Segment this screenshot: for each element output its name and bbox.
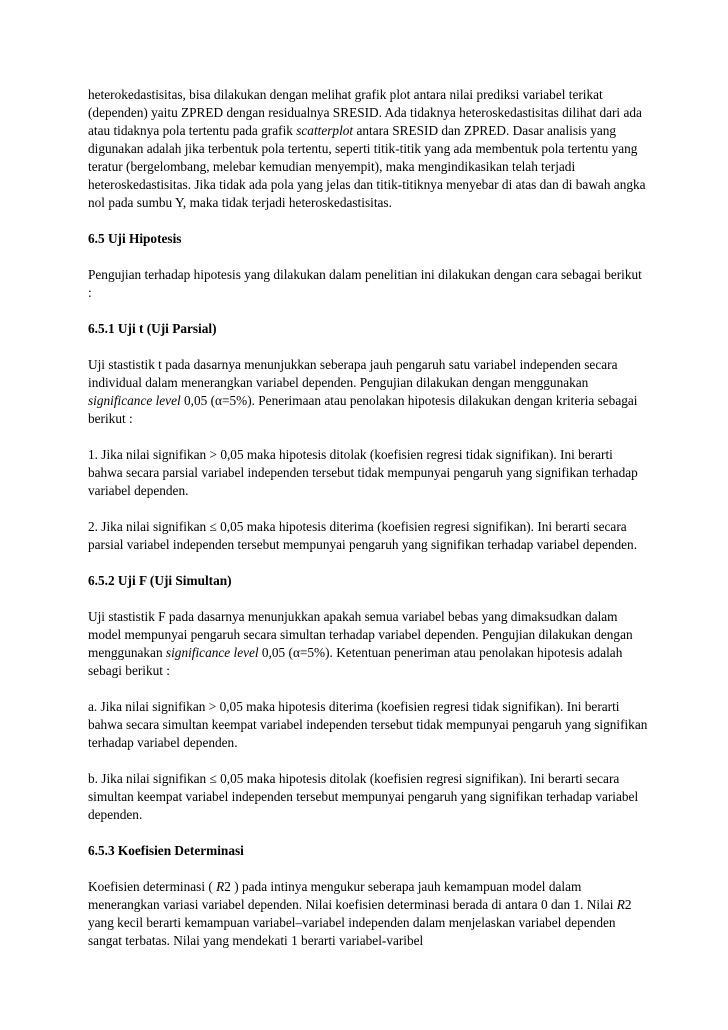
intro-paragraph: heterokedastisitas, bisa dilakukan dengan melihat grafik plot antara nilai prediksi variabel terikat (dependen) yaitu ZPRED dengan residualnya SRESID. Ada tidaknya heteroskedastisitas dilihat dari ada atau tidaknya pola tertentu pada grafik scatterplot antara SRESID dan ZPRED. Dasar analisis yang digunakan adalah jika terbentuk pola tertentu, seperti titik-titik yang ada membentuk pola tertentu yang teratur (bergelombang, melebar kemudian menyempit), maka mengindikasikan telah terjadi heteroskedastisitas. Jika tidak ada pola yang jelas dan titik-titiknya menyebar di atas dan di bawah angka nol pada sumbu Y, maka tidak terjadi heteroskedastisitas.	[88, 87, 646, 210]
section-heading-6-5-2: 6.5.2 Uji F (Uji Simultan)	[88, 573, 232, 588]
section-heading-6-5-3: 6.5.3 Koefisien Determinasi	[88, 843, 244, 858]
criteria-item-a: a. Jika nilai signifikan > 0,05 maka hipotesis diterima (koefisien regresi tidak signifikan). Ini berarti bahwa secara simultan keempat variabel independen tersebut tidak mempunyai pengaruh yang signifikan terhadap variabel dependen.	[88, 699, 648, 750]
criteria-item-b: b. Jika nilai signifikan ≤ 0,05 maka hipotesis ditolak (koefisien regresi signifikan). Ini berarti secara simultan keempat variabel independen tersebut mempunyai pengaruh yang signifikan terhadap variabel dependen.	[88, 771, 639, 822]
section-heading-6-5: 6.5 Uji Hipotesis	[88, 231, 182, 246]
criteria-item-1: 1. Jika nilai signifikan > 0,05 maka hipotesis ditolak (koefisien regresi tidak signifikan). Ini berarti bahwa secara parsial variabel independen tersebut tidak mempunyai pengaruh yang signifikan terhadap variabel dependen.	[88, 447, 638, 498]
criteria-item-2: 2. Jika nilai signifikan ≤ 0,05 maka hipotesis diterima (koefisien regresi signifikan). Ini berarti secara parsial variabel independen tersebut mempunyai pengaruh yang signifikan terhadap variabel dependen.	[88, 519, 638, 552]
section-heading-6-5-1: 6.5.1 Uji t (Uji Parsial)	[88, 321, 217, 336]
section-6-5-3-paragraph: Koefisien determinasi ( R2 ) pada intinya mengukur seberapa jauh kemampuan model dalam menerangkan variasi variabel dependen. Nilai koefisien determinasi berada di antara 0 dan 1. Nilai R2 yang kecil berarti kemampuan variabel–variabel independen dalam menjelaskan variabel dependen sangat terbatas. Nilai yang mendekati 1 berarti variabel-varibel	[88, 879, 632, 948]
section-6-5-paragraph: Pengujian terhadap hipotesis yang dilakukan dalam penelitian ini dilakukan dengan cara sebagai berikut :	[88, 267, 642, 300]
document-page	[88, 86, 648, 968]
section-6-5-2-paragraph: Uji stastistik F pada dasarnya menunjukkan apakah semua variabel bebas yang dimaksudkan dalam model mempunyai pengaruh secara simultan terhadap variabel dependen. Pengujian dilakukan dengan menggunakan significance level 0,05 (α=5%). Ketentuan peneriman atau penolakan hipotesis adalah sebagi berikut :	[88, 609, 633, 678]
section-6-5-1-paragraph: Uji stastistik t pada dasarnya menunjukkan seberapa jauh pengaruh satu variabel independen secara individual dalam menerangkan variabel dependen. Pengujian dilakukan dengan menggunakan significance level 0,05 (α=5%). Penerimaan atau penolakan hipotesis dilakukan dengan kriteria sebagai berikut :	[88, 357, 638, 426]
